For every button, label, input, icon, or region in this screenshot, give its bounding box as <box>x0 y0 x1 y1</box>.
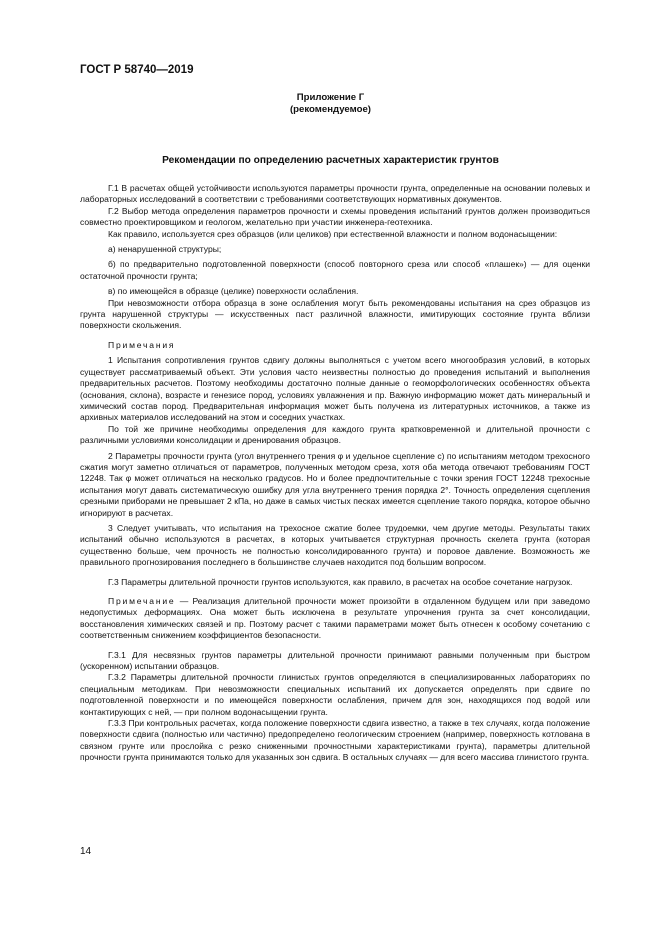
appendix-kind: (рекомендуемое) <box>289 104 371 115</box>
document-header: ГОСТ Р 58740—2019 <box>80 64 194 76</box>
paragraph-g1: Г.1 В расчетах общей устойчивости используются параметры прочности грунта, определенные на основании полевых и лабораторных исследований в соответствии с требованиями соответствующих нормативных документов. <box>80 183 590 205</box>
paragraph-g32: Г.3.2 Параметры длительной прочности глинистых грунтов определяются в специализированных лабораториях по специальным методикам. При невозможности специальных испытаний их допускается определять при сдвиге по подготовленной поверхности и по имеющейся поверхности ослабления, причем для зон, находящихся под водой или контактирующих с ней, — при полном водонасыщении грунта. <box>80 672 590 717</box>
paragraph-g2b: Как правило, используется срез образцов (или целиков) при естественной влажности и полном водонасыщении: <box>108 228 558 239</box>
note-3: 3 Следует учитывать, что испытания на трехосное сжатие более трудоемки, чем другие методы. Результаты таких испытаний обычно используются в расчетах, в которых учитывается структурная прочность скелета грунта (которая существенно больше, чем прочность не полностью консолидированного грунта) и поровое давление. Возможность же правильного прогнозирования последнего в большинстве случаев находится под большим вопросом. <box>80 522 590 568</box>
note-1: 1 Испытания сопротивления грунтов сдвигу должны выполняться с учетом всего многообразия условий, в которых существует рассматриваемый объект. Эти условия часто неизвестны полностью до проведения испытаний и выполнения предварительных расчетов. Поэтому необходимы достаточно полные данные о геоморфологических особенностях объекта (основания, склона), возрасте и генезисе пород, условиях увлажнения и пр. Важную информацию может дать минеральный и химический состав пород. Предварительная информация может быть получена из литературных источников, а также из архивных материалов исследований на этом и соседних участках. <box>80 355 590 423</box>
note-1b: По той же причине необходимы определения для каждого грунта кратковременной и длительной прочности с различными условиями консолидации и дренирования образцов. <box>80 423 590 446</box>
note-2: 2 Параметры прочности грунта (угол внутреннего трения φ и удельное сцепление с) по испытаниям методом трехосного сжатия могут заметно отличаться от параметров, полученных методом среза, хотя оба метода отвечают требованиям ГОСТ 12248. Так φ может отличаться на несколько градусов. Но и более предпочтительные с точки зрения ГОСТ 12248 трехосные испытания могут давать систематическую ошибку для угла внутреннего трения порядка 2°. Точность определения сцепления срезными приборами не превышает 2 кПа, но даже в самых чистых песках имеется сцепление такого порядка, которое обычно игнорируют в расчетах. <box>80 450 590 518</box>
notes-label: Примечания <box>108 339 176 350</box>
paragraph-g33: Г.3.3 При контрольных расчетах, когда положение поверхности сдвига известно, а также в тех случаях, когда положение поверхности сдвига (полностью или частично) предопределено геологическим строением (например, поверхность котлована в связном грунте или прослойка с резко сниженными прочностными характеристиками грунта), параметры длительной прочности грунта принимаются только для указанных зон сдвига. В остальных случаях — для всего массива глинистого грунта. <box>80 718 590 763</box>
appendix-label: Приложение Г <box>296 92 365 103</box>
paragraph-g3: Г.3 Параметры длительной прочности грунтов используются, как правило, в расчетах на особое сочетание нагрузок. <box>108 576 573 587</box>
paragraph-g31: Г.3.1 Для несвязных грунтов параметры длительной прочности принимают равными полученным при быстром (ускоренном) испытании образцов. <box>80 649 590 672</box>
list-item-a: а) ненарушенной структуры; <box>108 244 222 255</box>
list-item-b: б) по предварительно подготовленной поверхности (способ повторного среза или способ «плашек») — для оценки остаточной прочности грунта; <box>80 259 590 281</box>
list-item-c: в) по имеющейся в образце (целике) поверхности ослабления. <box>108 286 359 297</box>
paragraph-g2c: При невозможности отбора образца в зоне ослабления могут быть рекомендованы испытания на срез образцов из грунта нарушенной структуры — искусственных паст различной влажности, имитирующих состояние грунта вблизи поверхности скольжения. <box>80 297 590 331</box>
note-label: Примечание <box>108 596 176 606</box>
document-body <box>80 183 590 764</box>
note-text: — Реализация длительной прочности может произойти в отдаленном будущем или при заведомо недопустимых деформациях. Она может быть исключена в результате упрочнения грунта за счет консолидации, восстановления химических связей и пр. Поэтому расчет с такими параметрами может быть отнесен к особому сочетанию с соответственным снижением коэффициентов безопасности. <box>80 596 590 641</box>
paragraph-g2: Г.2 Выбор метода определения параметров прочности и схемы проведения испытаний грунтов должен производиться совместно проектировщиком и геологом, желательно при участии инженера-геотехника. <box>80 205 590 228</box>
section-title: Рекомендации по определению расчетных характеристик грунтов <box>162 155 499 166</box>
note-g3 <box>80 596 590 642</box>
page-number: 14 <box>80 846 92 857</box>
